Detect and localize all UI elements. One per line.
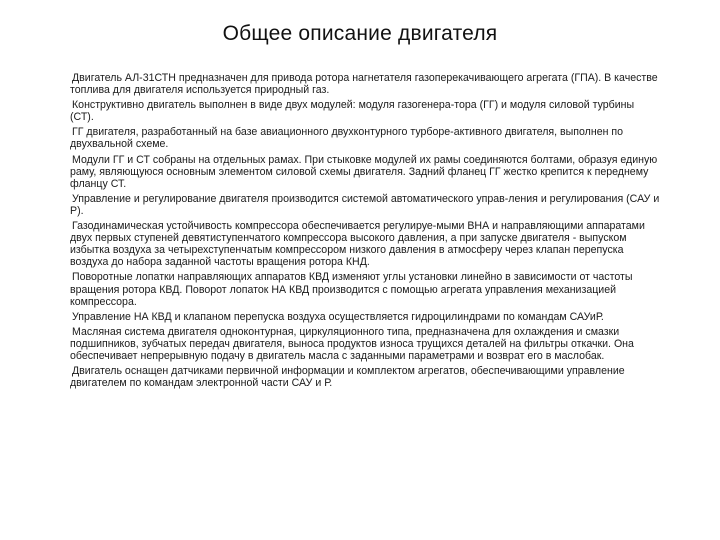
paragraph: Поворотные лопатки направляющих аппаратов КВД изменяют углы установки линейно в зависимости от частоты вращения ротора КВД. Поворот лопаток НА КВД производится с помощью агрегата управления механизацией компрессора.	[70, 271, 633, 308]
paragraph: ГГ двигателя, разработанный на базе авиационного двухконтурного турборе-активного двигателя, выполнен по двухвальной схеме.	[70, 126, 624, 151]
paragraph: Масляная система двигателя одноконтурная, циркуляционного типа, предназначена для охлаждения и смазки подшипников, зубчатых передач двигателя, выноса продуктов износа трущихся деталей на фильтры откачки. Она обеспечивает непрерывную подачу в двигатель масла с заданными параметрами и возврат его в маслобак.	[70, 325, 634, 362]
paragraph: Конструктивно двигатель выполнен в виде двух модулей: модуля газогенера-тора (ГГ) и модуля силовой турбины (СТ).	[70, 99, 635, 124]
paragraph: Модули ГГ и СТ собраны на отдельных рамах. При стыковке модулей их рамы соединяются болтами, образуя единую раму, являющуюся основным элементом силовой схемы двигателя. Задний фланец ГГ жестко крепится к переднему фланцу СТ.	[70, 153, 658, 190]
slide-body	[70, 72, 660, 392]
paragraph: Управление НА КВД и клапаном перепуска воздуха осуществляется гидроцилиндрами по командам САУиР.	[72, 310, 604, 323]
paragraph: Двигатель АЛ-31СТН предназначен для привода ротора нагнетателя газоперекачивающего агрегата (ГПА). В качестве топлива для двигателя используется природный газ.	[70, 72, 658, 97]
paragraph: Управление и регулирование двигателя производится системой автоматического управ-ления и регулирования (САУ и Р).	[70, 192, 660, 217]
paragraph: Газодинамическая устойчивость компрессора обеспечивается регулируе-мыми ВНА и направляющими аппаратами двух первых ступеней девятиступенчатого компрессора высокого давления, а при запуске двигателя - выпуском избытка воздуха за четырехступенчатым компрессором низкого давления в атмосферу через клапан перепуска воздуха до набора заданной частоты вращения ротора КНД.	[70, 220, 645, 269]
slide-title: Общее описание двигателя	[222, 22, 498, 45]
paragraph: Двигатель оснащен датчиками первичной информации и комплектом агрегатов, обеспечивающими управление двигателем по командам электронной части САУ и Р.	[70, 365, 625, 390]
